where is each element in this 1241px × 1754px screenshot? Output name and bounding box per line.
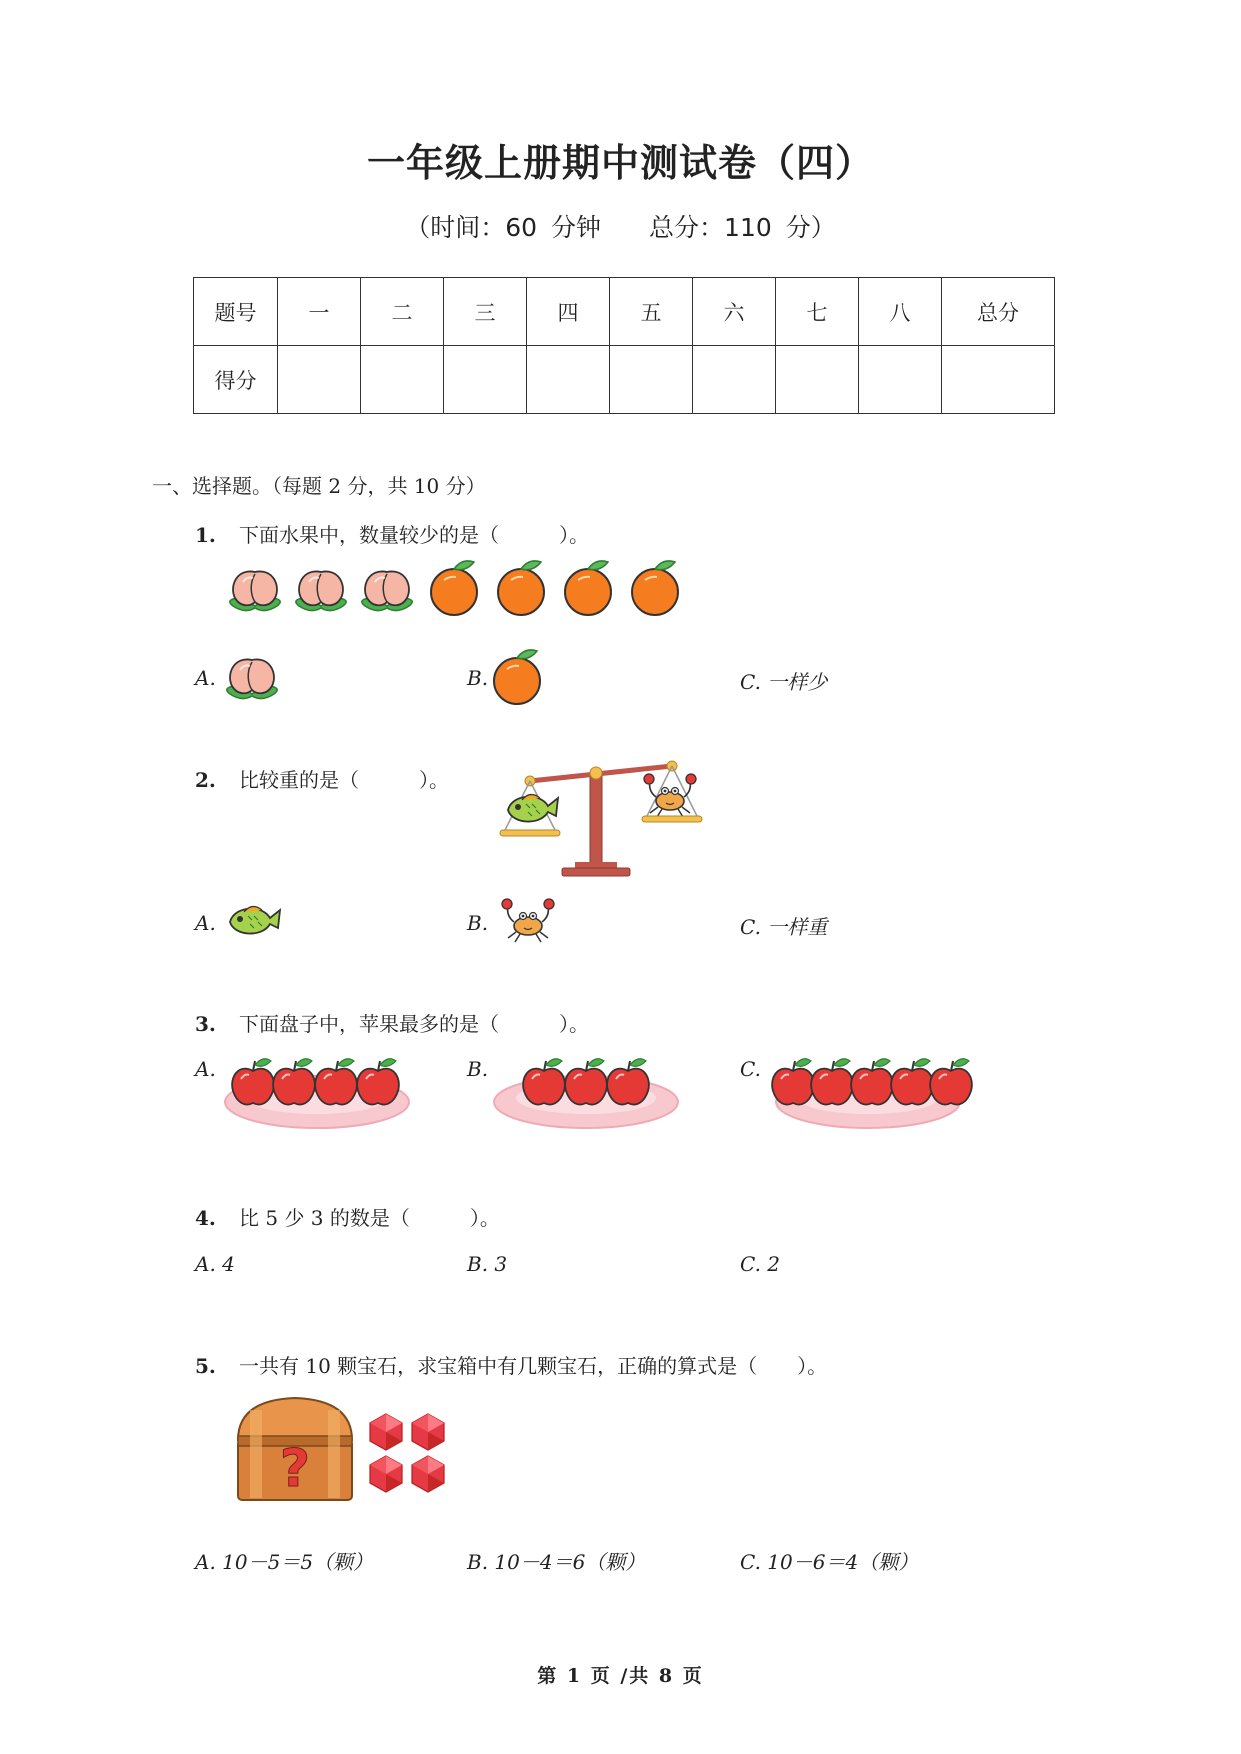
question-text: 下面水果中，数量较少的是（ ）。	[239, 523, 589, 547]
question-number: 5.	[195, 1354, 216, 1378]
section-heading: 一、选择题。（每题 2 分，共 10 分）	[152, 474, 486, 498]
question-text: 比较重的是（ ）。	[239, 768, 449, 792]
option-a[interactable]: A.	[195, 666, 216, 690]
option-c[interactable]: C. 一样重	[740, 915, 828, 939]
exam-total-score: 总分：110 分）	[649, 213, 836, 242]
option-a[interactable]: A. 10－5＝5（颗）	[195, 1550, 374, 1574]
option-c[interactable]: C. 10－6＝4（颗）	[740, 1550, 919, 1574]
question-text: 比 5 少 3 的数是（ ）。	[239, 1206, 500, 1230]
option-b[interactable]: B. 10－4＝6（颗）	[467, 1550, 646, 1574]
question-text: 一共有 10 颗宝石，求宝箱中有几颗宝石，正确的算式是（ ）。	[239, 1354, 828, 1378]
question-number: 4.	[195, 1206, 216, 1230]
question-number: 1.	[195, 523, 216, 547]
score-table-cell: 四	[527, 278, 610, 346]
option-a[interactable]: A.	[195, 1057, 216, 1081]
option-a[interactable]: A.	[195, 911, 216, 935]
option-b[interactable]: B.	[467, 666, 489, 690]
gem-icon	[370, 1414, 402, 1450]
question-text: 下面盘子中，苹果最多的是（ ）。	[239, 1012, 589, 1036]
score-table-cell: 一	[278, 278, 361, 346]
svg-text:?: ?	[279, 1439, 311, 1499]
score-table-cell: 总分	[942, 278, 1055, 346]
option-c[interactable]: C.	[740, 1057, 761, 1081]
option-a[interactable]: A. 4	[195, 1252, 235, 1276]
page-title: 一年级上册期中测试卷（四）	[366, 141, 874, 185]
question-number: 2.	[195, 768, 216, 792]
exam-time: （时间：60 分钟	[405, 213, 602, 242]
option-b[interactable]: B. 3	[467, 1252, 508, 1276]
score-table-cell: 八	[859, 278, 942, 346]
score-table-cell: 题号	[194, 278, 278, 346]
score-table-cell: 六	[693, 278, 776, 346]
score-table-cell: 五	[610, 278, 693, 346]
score-table-cell: 二	[361, 278, 444, 346]
score-table-cell: 七	[776, 278, 859, 346]
score-table-cell: 得分	[194, 346, 278, 414]
treasure-chest-icon	[238, 1398, 352, 1500]
gem-icon	[370, 1456, 402, 1492]
score-table-cell: 三	[444, 278, 527, 346]
gem-icon	[412, 1414, 444, 1450]
gem-icon	[412, 1456, 444, 1492]
page-footer: 第 1 页 /共 8 页	[537, 1665, 704, 1687]
option-c[interactable]: C. 一样少	[740, 670, 828, 694]
question-number: 3.	[195, 1012, 216, 1036]
option-c[interactable]: C. 2	[740, 1252, 781, 1276]
option-b[interactable]: B.	[467, 911, 489, 935]
option-b[interactable]: B.	[467, 1057, 489, 1081]
